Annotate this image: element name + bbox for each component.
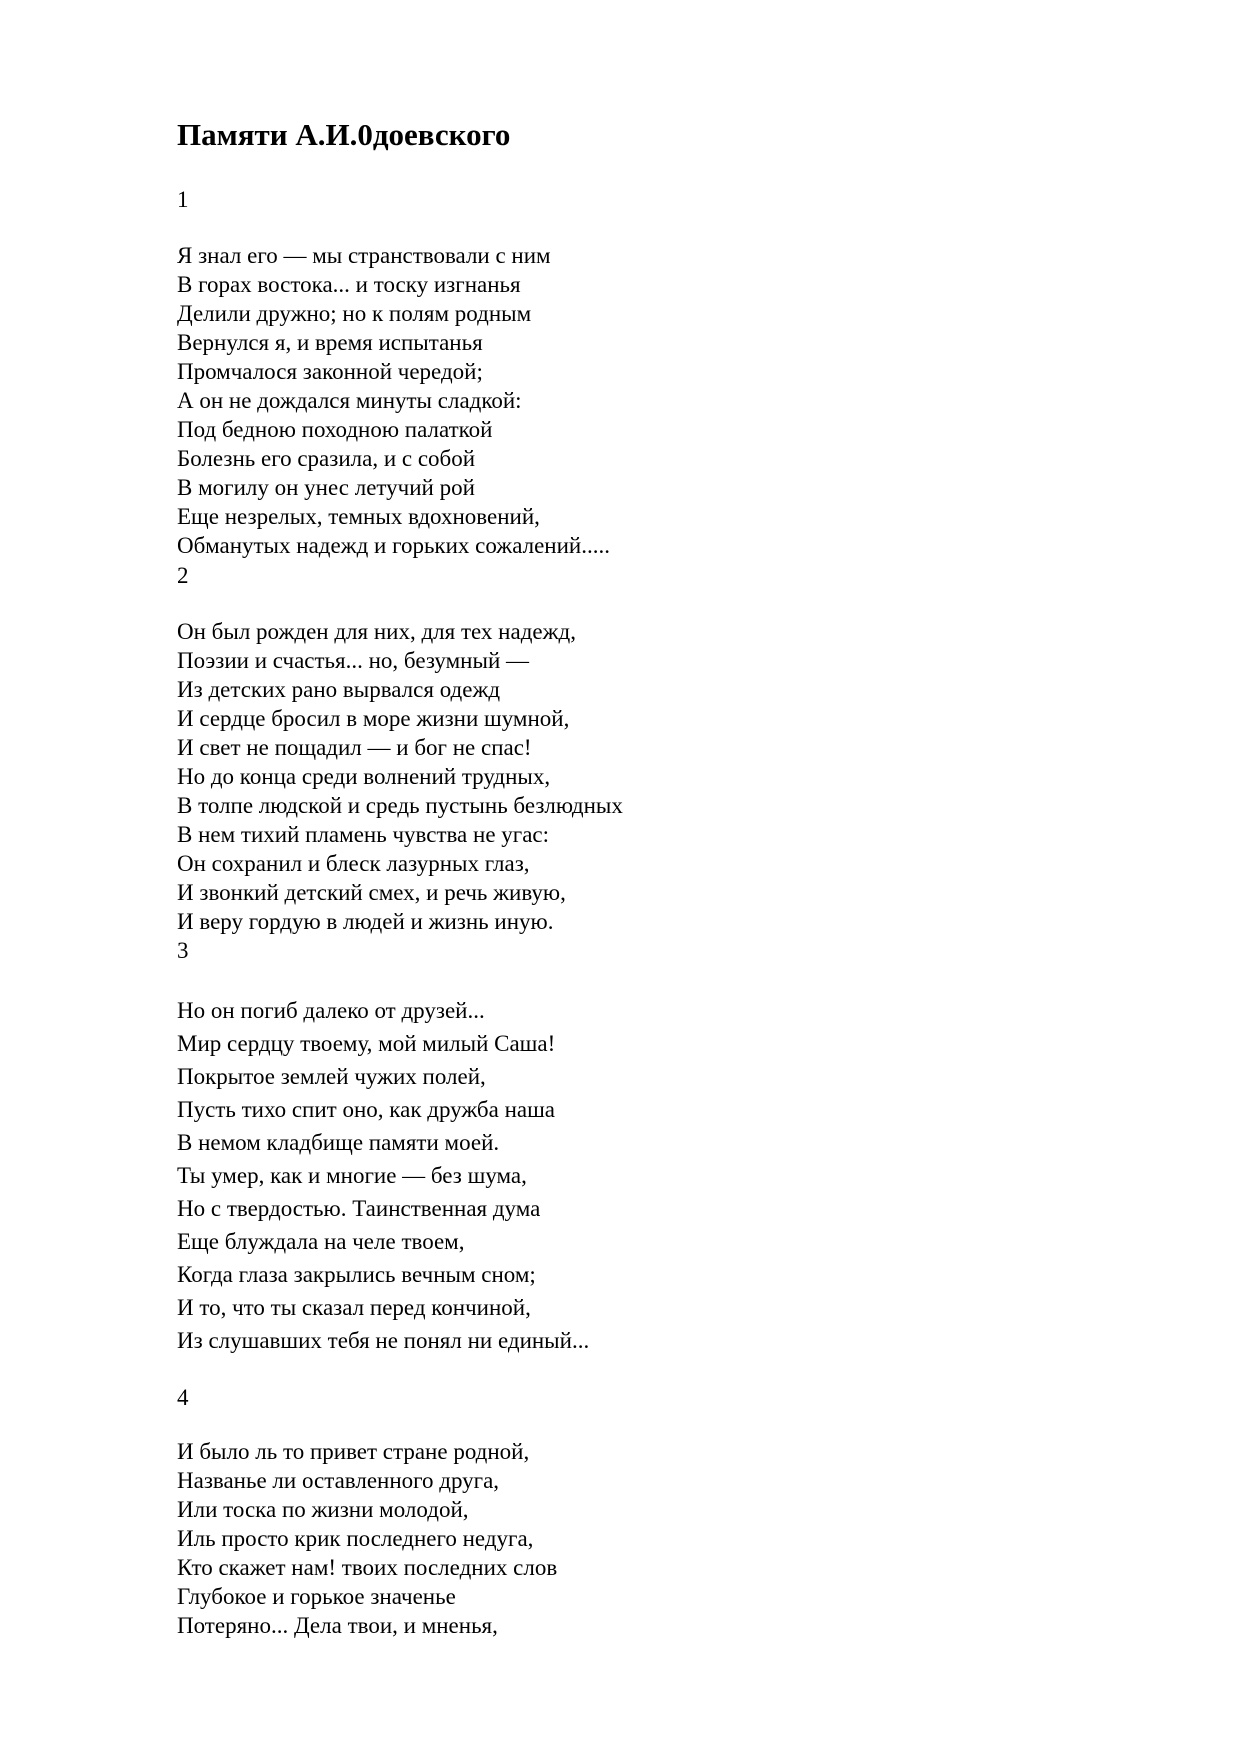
section-number: 1 bbox=[177, 187, 189, 212]
poem-line: Но с твердостью. Таинственная дума bbox=[177, 1196, 541, 1221]
poem-line: В толпе людской и средь пустынь безлюдных bbox=[177, 793, 623, 818]
poem-line: Он сохранил и блеск лазурных глаз, bbox=[177, 851, 530, 876]
poem-line: И звонкий детский смех, и речь живую, bbox=[177, 880, 566, 905]
poem-line: В могилу он унес летучий рой bbox=[177, 475, 475, 500]
poem-line: Промчалося законной чередой; bbox=[177, 359, 483, 384]
stanza bbox=[177, 994, 589, 1357]
stanza bbox=[177, 241, 610, 560]
poem-line: А он не дождался минуты сладкой: bbox=[177, 388, 522, 413]
poem-line: И веру гордую в людей и жизнь иную. bbox=[177, 909, 554, 934]
section-number: 2 bbox=[177, 563, 189, 588]
stanza bbox=[177, 617, 623, 936]
poem-line: В нем тихий пламень чувства не угас: bbox=[177, 822, 550, 847]
poem-line: Еще блуждала на челе твоем, bbox=[177, 1229, 465, 1254]
poem-line: Я знал его — мы странствовали с ним bbox=[177, 243, 551, 268]
poem-line: Делили дружно; но к полям родным bbox=[177, 301, 532, 326]
poem-line: Иль просто крик последнего недуга, bbox=[177, 1526, 534, 1551]
poem-line: Покрытое землей чужих полей, bbox=[177, 1064, 486, 1089]
poem-line: Из детских рано вырвался одежд bbox=[177, 677, 501, 702]
poem-line: Мир сердцу твоему, мой милый Саша! bbox=[177, 1031, 556, 1056]
poem-line: Он был рожден для них, для тех надежд, bbox=[177, 619, 576, 644]
poem-line: Но до конца среди волнений трудных, bbox=[177, 764, 551, 789]
stanza bbox=[177, 1437, 557, 1640]
section-number: 4 bbox=[177, 1385, 189, 1410]
poem-line: Ты умер, как и многие — без шума, bbox=[177, 1163, 527, 1188]
poem-line: И то, что ты сказал перед кончиной, bbox=[177, 1295, 531, 1320]
poem-line: Потеряно... Дела твои, и мненья, bbox=[177, 1613, 498, 1638]
poem-line: Поэзии и счастья... но, безумный — bbox=[177, 648, 529, 673]
poem-line: Обманутых надежд и горьких сожалений..... bbox=[177, 533, 610, 558]
poem-title: Памяти А.И.0доевского bbox=[177, 117, 511, 152]
poem-line: Но он погиб далеко от друзей... bbox=[177, 998, 485, 1023]
poem-line: Кто скажет нам! твоих последних слов bbox=[177, 1555, 558, 1580]
poem-line: Названье ли оставленного друга, bbox=[177, 1468, 500, 1493]
poem-line: И было ль то привет стране родной, bbox=[177, 1439, 530, 1464]
poem-line: Под бедною походною палаткой bbox=[177, 417, 493, 442]
section-number: 3 bbox=[177, 938, 189, 963]
poem-line: И свет не пощадил — и бог не спас! bbox=[177, 735, 532, 760]
poem-line: Из слушавших тебя не понял ни единый... bbox=[177, 1328, 590, 1353]
poem-line: Вернулся я, и время испытанья bbox=[177, 330, 483, 355]
poem-line: Еще незрелых, темных вдохновений, bbox=[177, 504, 540, 529]
poem-line: Болезнь его сразила, и с собой bbox=[177, 446, 476, 471]
poem-line: Когда глаза закрылись вечным сном; bbox=[177, 1262, 536, 1287]
poem-line: Глубокое и горькое значенье bbox=[177, 1584, 456, 1609]
poem-line: В немом кладбище памяти моей. bbox=[177, 1130, 500, 1155]
poem-line: Пусть тихо спит оно, как дружба наша bbox=[177, 1097, 556, 1122]
poem-line: И сердце бросил в море жизни шумной, bbox=[177, 706, 570, 731]
poem-line: В горах востока... и тоску изгнанья bbox=[177, 272, 521, 297]
poem-line: Или тоска по жизни молодой, bbox=[177, 1497, 469, 1522]
